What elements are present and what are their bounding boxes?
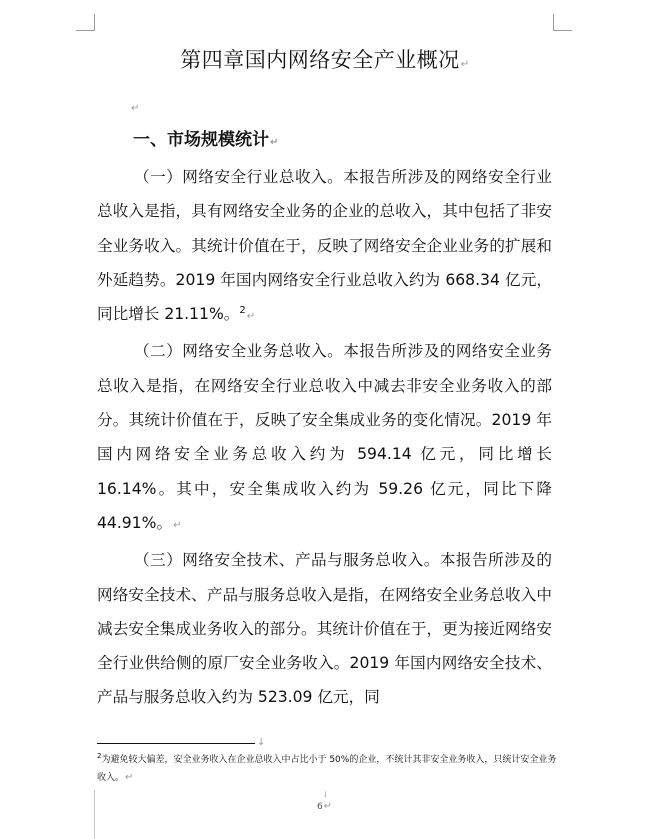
crop-mark-top-right (553, 14, 572, 31)
paragraph-mark-icon: ↵ (125, 772, 134, 783)
paragraph-mark-icon: ↵ (173, 519, 182, 531)
paragraph-mark-icon: ↵ (323, 801, 333, 812)
empty-paragraph (130, 96, 139, 115)
paragraph-3: （三）网络安全技术、产品与服务总收入。本报告所涉及的网络安全技术、产品与服务总收入是指，在网络安全业务总收入中减去安全集成业务收入的部分。其统计价值在于，更为接近网络安全行业供给侧的原厂安全业务收入。2019 年国内网络安全技术、产品与服务总收入约为 523.09 亿元，同 (97, 551, 552, 707)
chapter-title: 第四章国内网络安全产业概况↵ (180, 48, 470, 72)
footnote (97, 752, 557, 787)
paragraph-1: （一）网络安全行业总收入。本报告所涉及的网络安全行业总收入是指，具有网络安全业务的企业的总收入，其中包括了非安全业务收入。其统计价值在于，反映了网络安全企业业务的扩展和外延趋势。2019 年国内网络安全行业总收入约为 668.34 亿元，同比增长 21.11%。$^2$↵ (97, 168, 552, 324)
footnote-number: 2 (97, 752, 102, 760)
paragraph-mark-icon: ↓ (257, 737, 266, 748)
footnote-text: 为避免较大偏差，安全业务收入在企业总收入中占比小于 50%的企业，不统计其非安全业务收入，只统计安全业务收入。 (97, 755, 557, 783)
footnote-reference[interactable]: 2 (239, 305, 246, 316)
paragraph-mark-icon: ↵ (270, 137, 279, 148)
crop-mark-top-left (76, 14, 95, 31)
paragraph-mark-icon: ↓ (322, 790, 329, 799)
body-text (97, 160, 552, 715)
section-heading: 一、市场规模统计↵ (133, 130, 279, 150)
paragraph-mark-icon: ↵ (460, 59, 470, 70)
paragraph-mark-icon: ↵ (131, 103, 140, 114)
footnote-separator (97, 743, 255, 744)
page-margin-line (94, 790, 95, 839)
page-number: 6↵ (316, 801, 333, 812)
paragraph-2: （二）网络安全业务总收入。本报告所涉及的网络安全业务总收入是指，在网络安全行业总收入中减去非安全业务收入的部分。其统计价值在于，反映了安全集成业务的变化情况。2019 年国内网络安全业务总收入约为 594.14 亿元，同比增长 16.14%。其中，安全集成收入约为 59.26 亿元，同比下降 44.91%。↵ (97, 342, 552, 532)
paragraph-mark-icon: ↵ (246, 311, 256, 323)
